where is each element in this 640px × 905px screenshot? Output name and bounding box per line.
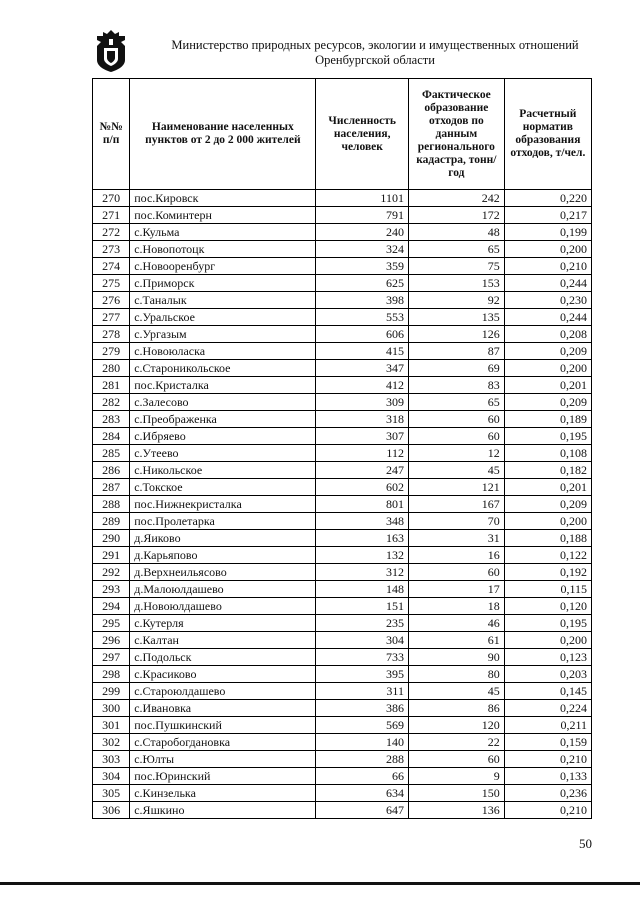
population: 140 — [316, 734, 409, 751]
waste-norm: 0,195 — [504, 615, 591, 632]
waste-norm: 0,210 — [504, 258, 591, 275]
table-row — [93, 445, 592, 462]
table-body — [93, 190, 592, 819]
population: 288 — [316, 751, 409, 768]
actual-waste: 31 — [408, 530, 504, 547]
population: 309 — [316, 394, 409, 411]
bottom-rule — [0, 882, 640, 885]
waste-norm: 0,230 — [504, 292, 591, 309]
actual-waste: 150 — [408, 785, 504, 802]
actual-waste: 136 — [408, 802, 504, 819]
row-number: 299 — [93, 683, 130, 700]
waste-norm: 0,199 — [504, 224, 591, 241]
row-number: 279 — [93, 343, 130, 360]
row-number: 293 — [93, 581, 130, 598]
actual-waste: 83 — [408, 377, 504, 394]
actual-waste: 12 — [408, 445, 504, 462]
table-row — [93, 241, 592, 258]
waste-norm: 0,123 — [504, 649, 591, 666]
waste-norm: 0,217 — [504, 207, 591, 224]
table-row — [93, 462, 592, 479]
actual-waste: 90 — [408, 649, 504, 666]
waste-norm: 0,200 — [504, 632, 591, 649]
coat-of-arms-icon — [92, 28, 130, 74]
table-row — [93, 802, 592, 819]
population: 553 — [316, 309, 409, 326]
actual-waste: 22 — [408, 734, 504, 751]
settlement-name: пос.Юринский — [130, 768, 316, 785]
population: 151 — [316, 598, 409, 615]
waste-norm: 0,122 — [504, 547, 591, 564]
row-number: 280 — [93, 360, 130, 377]
actual-waste: 65 — [408, 241, 504, 258]
actual-waste: 126 — [408, 326, 504, 343]
settlement-name: с.Староюлдашево — [130, 683, 316, 700]
table-row — [93, 207, 592, 224]
settlement-name: с.Кульма — [130, 224, 316, 241]
table-row — [93, 479, 592, 496]
settlement-name: с.Староникольское — [130, 360, 316, 377]
row-number: 274 — [93, 258, 130, 275]
row-number: 272 — [93, 224, 130, 241]
population: 606 — [316, 326, 409, 343]
table-row — [93, 224, 592, 241]
actual-waste: 60 — [408, 428, 504, 445]
population: 359 — [316, 258, 409, 275]
population: 412 — [316, 377, 409, 394]
waste-norm: 0,145 — [504, 683, 591, 700]
table-row — [93, 411, 592, 428]
table-row — [93, 649, 592, 666]
actual-waste: 75 — [408, 258, 504, 275]
population: 1101 — [316, 190, 409, 207]
settlement-name: с.Токское — [130, 479, 316, 496]
waste-norm: 0,236 — [504, 785, 591, 802]
table-row — [93, 581, 592, 598]
page-number: 50 — [579, 836, 592, 851]
row-number: 292 — [93, 564, 130, 581]
row-number: 270 — [93, 190, 130, 207]
waste-norm: 0,244 — [504, 275, 591, 292]
waste-norm: 0,209 — [504, 496, 591, 513]
settlement-name: пос.Кировск — [130, 190, 316, 207]
actual-waste: 48 — [408, 224, 504, 241]
settlement-name: с.Утеево — [130, 445, 316, 462]
column-header-norm: Расчетный норматив образования отходов, т/чел. — [504, 79, 591, 190]
table-row — [93, 530, 592, 547]
actual-waste: 172 — [408, 207, 504, 224]
waste-norm: 0,201 — [504, 377, 591, 394]
row-number: 306 — [93, 802, 130, 819]
waste-norm: 0,210 — [504, 751, 591, 768]
table-row — [93, 615, 592, 632]
ministry-header — [140, 38, 610, 68]
table-row — [93, 666, 592, 683]
row-number: 290 — [93, 530, 130, 547]
row-number: 291 — [93, 547, 130, 564]
row-number: 296 — [93, 632, 130, 649]
table-row — [93, 394, 592, 411]
actual-waste: 70 — [408, 513, 504, 530]
row-number: 278 — [93, 326, 130, 343]
actual-waste: 86 — [408, 700, 504, 717]
waste-norm: 0,201 — [504, 479, 591, 496]
settlement-name: с.Залесово — [130, 394, 316, 411]
actual-waste: 18 — [408, 598, 504, 615]
waste-norms-table — [92, 78, 592, 819]
settlement-name: с.Уральское — [130, 309, 316, 326]
waste-norm: 0,244 — [504, 309, 591, 326]
population: 148 — [316, 581, 409, 598]
population: 307 — [316, 428, 409, 445]
waste-norm: 0,182 — [504, 462, 591, 479]
table-row — [93, 360, 592, 377]
waste-norm: 0,133 — [504, 768, 591, 785]
population: 240 — [316, 224, 409, 241]
waste-norm: 0,159 — [504, 734, 591, 751]
settlement-name: с.Юлты — [130, 751, 316, 768]
row-number: 302 — [93, 734, 130, 751]
table-row — [93, 632, 592, 649]
waste-norm: 0,188 — [504, 530, 591, 547]
settlement-name: пос.Пролетарка — [130, 513, 316, 530]
waste-norm: 0,211 — [504, 717, 591, 734]
waste-norm: 0,189 — [504, 411, 591, 428]
row-number: 304 — [93, 768, 130, 785]
population: 801 — [316, 496, 409, 513]
row-number: 287 — [93, 479, 130, 496]
row-number: 275 — [93, 275, 130, 292]
settlement-name: пос.Кристалка — [130, 377, 316, 394]
row-number: 289 — [93, 513, 130, 530]
settlement-name: с.Новооренбург — [130, 258, 316, 275]
row-number: 297 — [93, 649, 130, 666]
table-row — [93, 428, 592, 445]
actual-waste: 87 — [408, 343, 504, 360]
row-number: 305 — [93, 785, 130, 802]
settlement-name: с.Красиково — [130, 666, 316, 683]
row-number: 285 — [93, 445, 130, 462]
actual-waste: 153 — [408, 275, 504, 292]
row-number: 284 — [93, 428, 130, 445]
row-number: 283 — [93, 411, 130, 428]
waste-norm: 0,209 — [504, 343, 591, 360]
ministry-title: Министерство природных ресурсов, экологии и имущественных отношений — [171, 38, 579, 52]
table-row — [93, 700, 592, 717]
row-number: 273 — [93, 241, 130, 258]
table-header-row — [93, 79, 592, 190]
table-row — [93, 258, 592, 275]
settlement-name: с.Подольск — [130, 649, 316, 666]
population: 569 — [316, 717, 409, 734]
settlement-name: с.Старобогдановка — [130, 734, 316, 751]
population: 395 — [316, 666, 409, 683]
waste-norm: 0,220 — [504, 190, 591, 207]
table-row — [93, 496, 592, 513]
row-number: 294 — [93, 598, 130, 615]
population: 163 — [316, 530, 409, 547]
population: 324 — [316, 241, 409, 258]
table-row — [93, 547, 592, 564]
population: 733 — [316, 649, 409, 666]
population: 318 — [316, 411, 409, 428]
population: 348 — [316, 513, 409, 530]
actual-waste: 17 — [408, 581, 504, 598]
table-row — [93, 377, 592, 394]
table-row — [93, 513, 592, 530]
row-number: 282 — [93, 394, 130, 411]
actual-waste: 121 — [408, 479, 504, 496]
settlement-name: д.Новоюлдашево — [130, 598, 316, 615]
settlement-name: пос.Коминтерн — [130, 207, 316, 224]
settlement-name: с.Ургазым — [130, 326, 316, 343]
row-number: 298 — [93, 666, 130, 683]
waste-norm: 0,108 — [504, 445, 591, 462]
row-number: 276 — [93, 292, 130, 309]
row-number: 303 — [93, 751, 130, 768]
population: 602 — [316, 479, 409, 496]
waste-norm: 0,200 — [504, 241, 591, 258]
table-row — [93, 326, 592, 343]
waste-norm: 0,200 — [504, 513, 591, 530]
settlement-name: с.Преображенка — [130, 411, 316, 428]
settlement-name: с.Ибряево — [130, 428, 316, 445]
actual-waste: 120 — [408, 717, 504, 734]
actual-waste: 242 — [408, 190, 504, 207]
column-header-number: №№ п/п — [93, 79, 130, 190]
settlement-name: д.Карьяпово — [130, 547, 316, 564]
actual-waste: 92 — [408, 292, 504, 309]
actual-waste: 60 — [408, 564, 504, 581]
table-row — [93, 683, 592, 700]
table-row — [93, 785, 592, 802]
settlement-name: с.Яшкино — [130, 802, 316, 819]
population: 634 — [316, 785, 409, 802]
settlement-name: с.Калтан — [130, 632, 316, 649]
column-header-actual-waste: Фактическое образование отходов по данным регионального кадастра, тонн/год — [408, 79, 504, 190]
waste-norm: 0,203 — [504, 666, 591, 683]
table-row — [93, 751, 592, 768]
population: 132 — [316, 547, 409, 564]
population: 625 — [316, 275, 409, 292]
waste-norm: 0,115 — [504, 581, 591, 598]
actual-waste: 61 — [408, 632, 504, 649]
row-number: 271 — [93, 207, 130, 224]
table-row — [93, 768, 592, 785]
population: 386 — [316, 700, 409, 717]
settlement-name: с.Новоюласка — [130, 343, 316, 360]
population: 66 — [316, 768, 409, 785]
population: 311 — [316, 683, 409, 700]
actual-waste: 69 — [408, 360, 504, 377]
waste-norm: 0,195 — [504, 428, 591, 445]
row-number: 281 — [93, 377, 130, 394]
population: 235 — [316, 615, 409, 632]
actual-waste: 45 — [408, 462, 504, 479]
table-row — [93, 598, 592, 615]
population: 247 — [316, 462, 409, 479]
settlement-name: с.Кутерля — [130, 615, 316, 632]
waste-norm: 0,192 — [504, 564, 591, 581]
settlement-name: с.Таналык — [130, 292, 316, 309]
table-row — [93, 309, 592, 326]
table-row — [93, 564, 592, 581]
row-number: 277 — [93, 309, 130, 326]
settlement-name: с.Кинзелька — [130, 785, 316, 802]
waste-norm: 0,200 — [504, 360, 591, 377]
table-row — [93, 190, 592, 207]
actual-waste: 16 — [408, 547, 504, 564]
actual-waste: 60 — [408, 751, 504, 768]
row-number: 300 — [93, 700, 130, 717]
row-number: 301 — [93, 717, 130, 734]
actual-waste: 9 — [408, 768, 504, 785]
row-number: 295 — [93, 615, 130, 632]
population: 112 — [316, 445, 409, 462]
settlement-name: пос.Пушкинский — [130, 717, 316, 734]
population: 647 — [316, 802, 409, 819]
settlement-name: пос.Нижнекристалка — [130, 496, 316, 513]
table-row — [93, 292, 592, 309]
settlement-name: с.Новопотоцк — [130, 241, 316, 258]
population: 312 — [316, 564, 409, 581]
table-row — [93, 343, 592, 360]
column-header-population: Численность населения, человек — [316, 79, 409, 190]
actual-waste: 65 — [408, 394, 504, 411]
population: 415 — [316, 343, 409, 360]
population: 398 — [316, 292, 409, 309]
waste-norm: 0,120 — [504, 598, 591, 615]
population: 304 — [316, 632, 409, 649]
settlement-name: с.Никольское — [130, 462, 316, 479]
waste-norm: 0,208 — [504, 326, 591, 343]
table-row — [93, 717, 592, 734]
table-row — [93, 734, 592, 751]
row-number: 286 — [93, 462, 130, 479]
row-number: 288 — [93, 496, 130, 513]
population: 791 — [316, 207, 409, 224]
waste-norm: 0,210 — [504, 802, 591, 819]
population: 347 — [316, 360, 409, 377]
waste-norm: 0,209 — [504, 394, 591, 411]
settlement-name: д.Яиково — [130, 530, 316, 547]
waste-norm: 0,224 — [504, 700, 591, 717]
settlement-name: с.Ивановка — [130, 700, 316, 717]
column-header-settlement: Наименование населенных пунктов от 2 до 2 000 жителей — [130, 79, 316, 190]
actual-waste: 80 — [408, 666, 504, 683]
actual-waste: 167 — [408, 496, 504, 513]
table-row — [93, 275, 592, 292]
actual-waste: 46 — [408, 615, 504, 632]
actual-waste: 60 — [408, 411, 504, 428]
settlement-name: д.Верхнеильясово — [130, 564, 316, 581]
settlement-name: с.Приморск — [130, 275, 316, 292]
actual-waste: 135 — [408, 309, 504, 326]
ministry-region: Оренбургской области — [315, 53, 435, 67]
settlement-name: д.Малоюлдашево — [130, 581, 316, 598]
actual-waste: 45 — [408, 683, 504, 700]
